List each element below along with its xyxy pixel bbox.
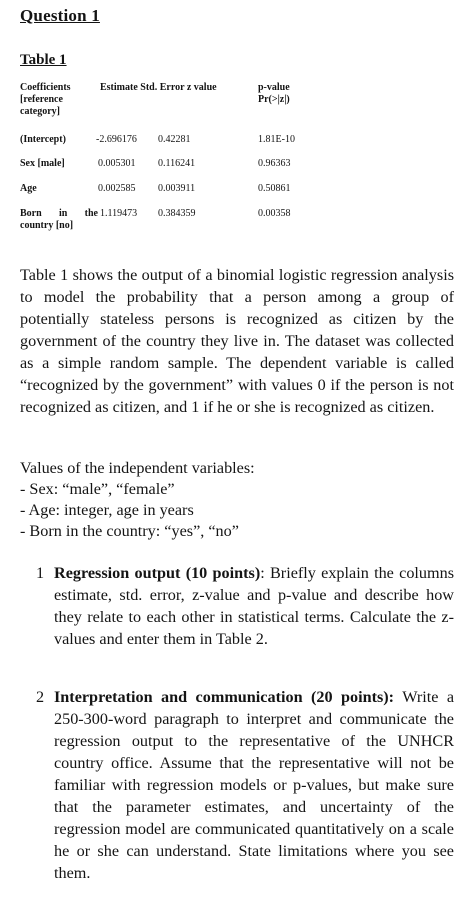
variable-item: - Born in the country: “yes”, “no” bbox=[20, 522, 239, 540]
table-title: Table 1 bbox=[20, 52, 67, 68]
question-number: 1 bbox=[36, 564, 45, 582]
question-title-bold: Regression output (10 points) bbox=[54, 564, 261, 582]
question-body: Write a 250-300-word paragraph to interpret and communicate the regression output to the representative of the UNHCR country office. Assume that the representative will not be familiar with regression models or p-values, but make sure that the parameter estimates, and uncertainty of the regression model are communicated quantitatively on a scale he or she can understand. State limitations where you see them. bbox=[54, 688, 454, 882]
description-paragraph: Table 1 shows the output of a binomial logistic regression analysis to model the probability that a person among a group of potentially stateless persons is recognized as citizen by the government of the country they live in. The dataset was collected as a simple random sample. The dependent variable is called “recognized by the government” with values 0 if the person is not recognized as citizen, and 1 if he or she is recognized as citizen. bbox=[20, 266, 454, 416]
cell-p-value: 0.50861 bbox=[258, 183, 291, 194]
cell-estimate: 1.119473 bbox=[100, 208, 138, 219]
row-label: (Intercept) bbox=[20, 134, 66, 145]
cell-p-value: 0.00358 bbox=[258, 208, 291, 219]
header-coefficients: Coefficients [reference category] bbox=[20, 82, 71, 117]
row-label: Sex [male] bbox=[20, 158, 65, 169]
cell-std-error: 0.42281 bbox=[158, 134, 191, 145]
header-estimate-se-z: Estimate Std. Error z value bbox=[100, 82, 217, 93]
question-body: : Briefly explain the columns estimate, std. error, z-value and p-value and describe how they relate to each other in statistical terms. Calculate the z-values and enter them in Table 2. bbox=[54, 564, 454, 648]
cell-estimate: 0.002585 bbox=[98, 183, 136, 194]
cell-estimate: 0.005301 bbox=[98, 158, 136, 169]
question-item-1 bbox=[36, 562, 454, 650]
cell-p-value: 1.81E-10 bbox=[258, 134, 295, 145]
question-text bbox=[54, 562, 454, 650]
question-text bbox=[54, 686, 454, 884]
cell-estimate: -2.696176 bbox=[96, 134, 137, 145]
question-number: 2 bbox=[36, 688, 45, 706]
variables-list bbox=[20, 458, 454, 542]
cell-std-error: 0.384359 bbox=[158, 208, 196, 219]
variable-item: - Sex: “male”, “female” bbox=[20, 480, 175, 498]
row-label: Born in the country [no] bbox=[20, 208, 98, 231]
cell-std-error: 0.003911 bbox=[158, 183, 196, 194]
variable-item: - Age: integer, age in years bbox=[20, 501, 194, 519]
cell-std-error: 0.116241 bbox=[158, 158, 196, 169]
question-title: Question 1 bbox=[20, 6, 100, 25]
cell-p-value: 0.96363 bbox=[258, 158, 291, 169]
header-p-value: p-value Pr(>|z|) bbox=[258, 82, 290, 105]
variables-intro: Values of the independent variables: bbox=[20, 459, 255, 477]
question-item-2 bbox=[36, 686, 454, 884]
question-title-bold: Interpretation and communication (20 points): bbox=[54, 688, 395, 706]
row-label: Age bbox=[20, 183, 37, 194]
